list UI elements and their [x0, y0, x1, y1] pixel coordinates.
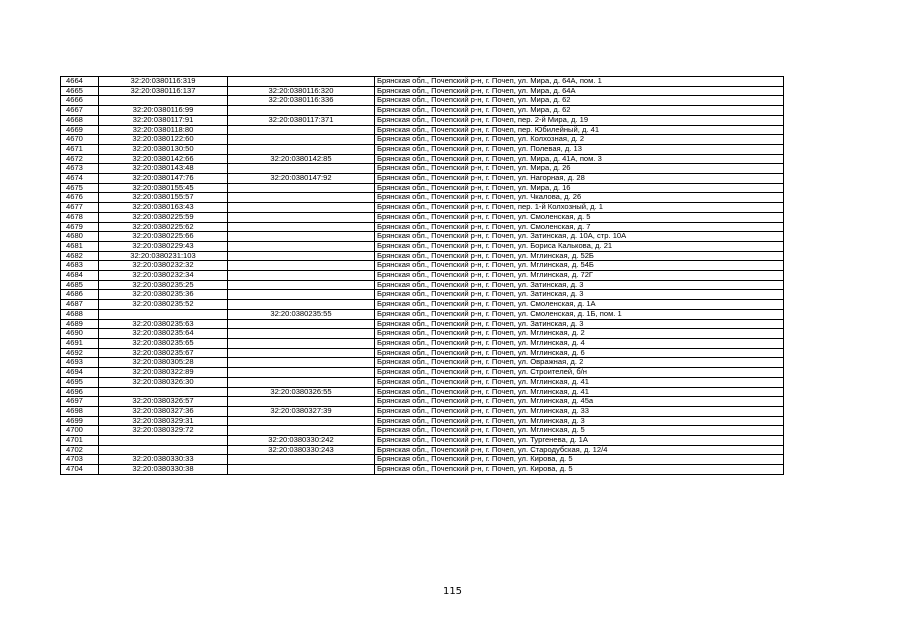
related-cadastral-number-cell — [228, 348, 375, 358]
address-cell: Брянская обл., Почепский р-н, г. Почеп, ул. Смоленская, д. 1А — [375, 300, 784, 310]
table-row — [61, 183, 784, 193]
address-cell: Брянская обл., Почепский р-н, г. Почеп, ул. Полевая, д. 13 — [375, 144, 784, 154]
address-cell: Брянская обл., Почепский р-н, г. Почеп, ул. Мглинская, д. 41 — [375, 377, 784, 387]
table-row — [61, 193, 784, 203]
row-number-cell: 4664 — [61, 77, 99, 87]
row-number-cell: 4665 — [61, 86, 99, 96]
row-number-cell: 4679 — [61, 222, 99, 232]
cadastral-number-cell: 32:20:0380118:80 — [99, 125, 228, 135]
cadastral-number-cell: 32:20:0380235:36 — [99, 290, 228, 300]
address-cell: Брянская обл., Почепский р-н, г. Почеп, ул. Строителей, б/н — [375, 368, 784, 378]
address-cell: Брянская обл., Почепский р-н, г. Почеп, ул. Овражная, д. 2 — [375, 358, 784, 368]
row-number-cell: 4668 — [61, 115, 99, 125]
address-cell: Брянская обл., Почепский р-н, г. Почеп, ул. Мира, д. 64А — [375, 86, 784, 96]
row-number-cell: 4701 — [61, 436, 99, 446]
cadastral-number-cell: 32:20:0380235:67 — [99, 348, 228, 358]
related-cadastral-number-cell — [228, 164, 375, 174]
row-number-cell: 4691 — [61, 338, 99, 348]
row-number-cell: 4685 — [61, 280, 99, 290]
cadastral-number-cell: 32:20:0380225:59 — [99, 212, 228, 222]
related-cadastral-number-cell — [228, 222, 375, 232]
address-cell: Брянская обл., Почепский р-н, г. Почеп, ул. Смоленская, д. 1Б, пом. 1 — [375, 309, 784, 319]
related-cadastral-number-cell — [228, 106, 375, 116]
row-number-cell: 4692 — [61, 348, 99, 358]
table-row — [61, 280, 784, 290]
row-number-cell: 4670 — [61, 135, 99, 145]
row-number-cell: 4667 — [61, 106, 99, 116]
table-row — [61, 319, 784, 329]
cadastral-number-cell — [99, 436, 228, 446]
table-row — [61, 348, 784, 358]
table-row — [61, 135, 784, 145]
related-cadastral-number-cell — [228, 377, 375, 387]
address-cell: Брянская обл., Почепский р-н, г. Почеп, пер. 1-й Колхозный, д. 1 — [375, 203, 784, 213]
address-cell: Брянская обл., Почепский р-н, г. Почеп, ул. Мглинская, д. 4 — [375, 338, 784, 348]
cadastral-number-cell: 32:20:0380235:52 — [99, 300, 228, 310]
row-number-cell: 4703 — [61, 455, 99, 465]
row-number-cell: 4689 — [61, 319, 99, 329]
table-row — [61, 338, 784, 348]
table-row — [61, 222, 784, 232]
related-cadastral-number-cell: 32:20:0380330:243 — [228, 445, 375, 455]
address-cell: Брянская обл., Почепский р-н, г. Почеп, ул. Стародубская, д. 12/4 — [375, 445, 784, 455]
cadastral-number-cell: 32:20:0380326:30 — [99, 377, 228, 387]
address-cell: Брянская обл., Почепский р-н, г. Почеп, ул. Мира, д. 62 — [375, 96, 784, 106]
related-cadastral-number-cell — [228, 77, 375, 87]
table-row — [61, 465, 784, 475]
table-row — [61, 115, 784, 125]
cadastral-number-cell: 32:20:0380327:36 — [99, 406, 228, 416]
address-cell: Брянская обл., Почепский р-н, г. Почеп, ул. Мглинская, д. 52Б — [375, 251, 784, 261]
related-cadastral-number-cell — [228, 368, 375, 378]
cadastral-number-cell: 32:20:0380322:89 — [99, 368, 228, 378]
address-cell: Брянская обл., Почепский р-н, г. Почеп, ул. Мира, д. 41А, пом. 3 — [375, 154, 784, 164]
page-number: 115 — [442, 586, 463, 597]
cadastral-number-cell: 32:20:0380329:31 — [99, 416, 228, 426]
cadastral-number-cell: 32:20:0380225:62 — [99, 222, 228, 232]
cadastral-number-cell: 32:20:0380326:57 — [99, 397, 228, 407]
row-number-cell: 4666 — [61, 96, 99, 106]
table-row — [61, 406, 784, 416]
cadastral-number-cell: 32:20:0380329:72 — [99, 426, 228, 436]
registry-table-body — [61, 77, 784, 475]
related-cadastral-number-cell — [228, 203, 375, 213]
row-number-cell: 4675 — [61, 183, 99, 193]
related-cadastral-number-cell — [228, 183, 375, 193]
cadastral-number-cell: 32:20:0380305:28 — [99, 358, 228, 368]
table-row — [61, 397, 784, 407]
table-row — [61, 290, 784, 300]
address-cell: Брянская обл., Почепский р-н, г. Почеп, ул. Колхозная, д. 2 — [375, 135, 784, 145]
cadastral-number-cell: 32:20:0380147:76 — [99, 174, 228, 184]
related-cadastral-number-cell — [228, 426, 375, 436]
related-cadastral-number-cell: 32:20:0380116:336 — [228, 96, 375, 106]
address-cell: Брянская обл., Почепский р-н, г. Почеп, ул. Мира, д. 16 — [375, 183, 784, 193]
cadastral-number-cell: 32:20:0380163:43 — [99, 203, 228, 213]
related-cadastral-number-cell: 32:20:0380330:242 — [228, 436, 375, 446]
cadastral-number-cell: 32:20:0380235:64 — [99, 329, 228, 339]
cadastral-number-cell: 32:20:0380155:45 — [99, 183, 228, 193]
cadastral-number-cell: 32:20:0380143:48 — [99, 164, 228, 174]
cadastral-number-cell: 32:20:0380122:60 — [99, 135, 228, 145]
row-number-cell: 4694 — [61, 368, 99, 378]
cadastral-number-cell: 32:20:0380116:137 — [99, 86, 228, 96]
related-cadastral-number-cell — [228, 232, 375, 242]
cadastral-number-cell: 32:20:0380330:33 — [99, 455, 228, 465]
address-cell: Брянская обл., Почепский р-н, г. Почеп, ул. Мглинская, д. 45а — [375, 397, 784, 407]
address-cell: Брянская обл., Почепский р-н, г. Почеп, ул. Мглинская, д. 54Б — [375, 261, 784, 271]
row-number-cell: 4684 — [61, 271, 99, 281]
cadastral-number-cell — [99, 309, 228, 319]
table-row — [61, 300, 784, 310]
related-cadastral-number-cell — [228, 455, 375, 465]
address-cell: Брянская обл., Почепский р-н, г. Почеп, ул. Кирова, д. 5 — [375, 455, 784, 465]
row-number-cell: 4682 — [61, 251, 99, 261]
address-cell: Брянская обл., Почепский р-н, г. Почеп, ул. Бориса Калькова, д. 21 — [375, 241, 784, 251]
related-cadastral-number-cell: 32:20:0380326:55 — [228, 387, 375, 397]
row-number-cell: 4676 — [61, 193, 99, 203]
address-cell: Брянская обл., Почепский р-н, г. Почеп, ул. Затинская, д. 10А, стр. 10А — [375, 232, 784, 242]
row-number-cell: 4697 — [61, 397, 99, 407]
address-cell: Брянская обл., Почепский р-н, г. Почеп, ул. Мира, д. 64А, пом. 1 — [375, 77, 784, 87]
address-cell: Брянская обл., Почепский р-н, г. Почеп, ул. Кирова, д. 5 — [375, 465, 784, 475]
cadastral-number-cell: 32:20:0380229:43 — [99, 241, 228, 251]
registry-table — [60, 76, 784, 475]
cadastral-number-cell: 32:20:0380232:34 — [99, 271, 228, 281]
related-cadastral-number-cell — [228, 261, 375, 271]
cadastral-number-cell: 32:20:0380155:57 — [99, 193, 228, 203]
cadastral-number-cell: 32:20:0380235:65 — [99, 338, 228, 348]
table-row — [61, 232, 784, 242]
address-cell: Брянская обл., Почепский р-н, г. Почеп, пер. 2-й Мира, д. 19 — [375, 115, 784, 125]
address-cell: Брянская обл., Почепский р-н, г. Почеп, ул. Мира, д. 26 — [375, 164, 784, 174]
table-row — [61, 329, 784, 339]
table-row — [61, 96, 784, 106]
table-row — [61, 368, 784, 378]
cadastral-number-cell: 32:20:0380235:63 — [99, 319, 228, 329]
table-row — [61, 426, 784, 436]
row-number-cell: 4693 — [61, 358, 99, 368]
address-cell: Брянская обл., Почепский р-н, г. Почеп, пер. Юбилейный, д. 41 — [375, 125, 784, 135]
address-cell: Брянская обл., Почепский р-н, г. Почеп, ул. Чкалова, д. 26 — [375, 193, 784, 203]
row-number-cell: 4671 — [61, 144, 99, 154]
address-cell: Брянская обл., Почепский р-н, г. Почеп, ул. Нагорная, д. 28 — [375, 174, 784, 184]
cadastral-number-cell: 32:20:0380130:50 — [99, 144, 228, 154]
row-number-cell: 4678 — [61, 212, 99, 222]
cadastral-number-cell: 32:20:0380232:32 — [99, 261, 228, 271]
address-cell: Брянская обл., Почепский р-н, г. Почеп, ул. Мглинская, д. 72Г — [375, 271, 784, 281]
table-row — [61, 387, 784, 397]
row-number-cell: 4695 — [61, 377, 99, 387]
cadastral-number-cell: 32:20:0380235:25 — [99, 280, 228, 290]
row-number-cell: 4702 — [61, 445, 99, 455]
table-row — [61, 445, 784, 455]
related-cadastral-number-cell — [228, 319, 375, 329]
related-cadastral-number-cell — [228, 338, 375, 348]
cadastral-number-cell: 32:20:0380116:99 — [99, 106, 228, 116]
row-number-cell: 4704 — [61, 465, 99, 475]
table-row — [61, 436, 784, 446]
related-cadastral-number-cell — [228, 125, 375, 135]
cadastral-number-cell — [99, 96, 228, 106]
row-number-cell: 4674 — [61, 174, 99, 184]
row-number-cell: 4698 — [61, 406, 99, 416]
cadastral-number-cell: 32:20:0380225:66 — [99, 232, 228, 242]
cadastral-number-cell: 32:20:0380117:91 — [99, 115, 228, 125]
row-number-cell: 4686 — [61, 290, 99, 300]
table-row — [61, 358, 784, 368]
table-row — [61, 154, 784, 164]
address-cell: Брянская обл., Почепский р-н, г. Почеп, ул. Мглинская, д. 6 — [375, 348, 784, 358]
table-row — [61, 251, 784, 261]
related-cadastral-number-cell — [228, 241, 375, 251]
related-cadastral-number-cell: 32:20:0380147:92 — [228, 174, 375, 184]
related-cadastral-number-cell — [228, 290, 375, 300]
related-cadastral-number-cell — [228, 271, 375, 281]
address-cell: Брянская обл., Почепский р-н, г. Почеп, ул. Смоленская, д. 5 — [375, 212, 784, 222]
address-cell: Брянская обл., Почепский р-н, г. Почеп, ул. Мглинская, д. 3 — [375, 416, 784, 426]
table-row — [61, 106, 784, 116]
address-cell: Брянская обл., Почепский р-н, г. Почеп, ул. Затинская, д. 3 — [375, 319, 784, 329]
table-row — [61, 261, 784, 271]
address-cell: Брянская обл., Почепский р-н, г. Почеп, ул. Тургенева, д. 1А — [375, 436, 784, 446]
table-row — [61, 212, 784, 222]
address-cell: Брянская обл., Почепский р-н, г. Почеп, ул. Мира, д. 62 — [375, 106, 784, 116]
table-row — [61, 377, 784, 387]
cadastral-number-cell: 32:20:0380330:38 — [99, 465, 228, 475]
related-cadastral-number-cell — [228, 300, 375, 310]
related-cadastral-number-cell: 32:20:0380235:55 — [228, 309, 375, 319]
table-row — [61, 309, 784, 319]
row-number-cell: 4680 — [61, 232, 99, 242]
related-cadastral-number-cell — [228, 212, 375, 222]
row-number-cell: 4677 — [61, 203, 99, 213]
row-number-cell: 4683 — [61, 261, 99, 271]
related-cadastral-number-cell — [228, 358, 375, 368]
table-row — [61, 416, 784, 426]
row-number-cell: 4690 — [61, 329, 99, 339]
related-cadastral-number-cell — [228, 329, 375, 339]
related-cadastral-number-cell: 32:20:0380142:85 — [228, 154, 375, 164]
table-row — [61, 144, 784, 154]
related-cadastral-number-cell — [228, 465, 375, 475]
related-cadastral-number-cell — [228, 251, 375, 261]
cadastral-number-cell: 32:20:0380142:66 — [99, 154, 228, 164]
table-row — [61, 241, 784, 251]
address-cell: Брянская обл., Почепский р-н, г. Почеп, ул. Смоленская, д. 7 — [375, 222, 784, 232]
related-cadastral-number-cell — [228, 193, 375, 203]
related-cadastral-number-cell — [228, 416, 375, 426]
related-cadastral-number-cell: 32:20:0380327:39 — [228, 406, 375, 416]
table-row — [61, 77, 784, 87]
address-cell: Брянская обл., Почепский р-н, г. Почеп, ул. Затинская, д. 3 — [375, 290, 784, 300]
table-row — [61, 271, 784, 281]
row-number-cell: 4681 — [61, 241, 99, 251]
cadastral-number-cell: 32:20:0380231:103 — [99, 251, 228, 261]
row-number-cell: 4669 — [61, 125, 99, 135]
table-row — [61, 174, 784, 184]
table-row — [61, 164, 784, 174]
row-number-cell: 4672 — [61, 154, 99, 164]
row-number-cell: 4673 — [61, 164, 99, 174]
related-cadastral-number-cell: 32:20:0380116:320 — [228, 86, 375, 96]
address-cell: Брянская обл., Почепский р-н, г. Почеп, ул. Мглинская, д. 5 — [375, 426, 784, 436]
row-number-cell: 4687 — [61, 300, 99, 310]
cadastral-number-cell — [99, 387, 228, 397]
related-cadastral-number-cell — [228, 280, 375, 290]
address-cell: Брянская обл., Почепский р-н, г. Почеп, ул. Мглинская, д. 41 — [375, 387, 784, 397]
row-number-cell: 4700 — [61, 426, 99, 436]
related-cadastral-number-cell — [228, 135, 375, 145]
row-number-cell: 4696 — [61, 387, 99, 397]
table-row — [61, 125, 784, 135]
table-row — [61, 86, 784, 96]
table-row — [61, 455, 784, 465]
related-cadastral-number-cell — [228, 397, 375, 407]
table-row — [61, 203, 784, 213]
cadastral-number-cell — [99, 445, 228, 455]
cadastral-number-cell: 32:20:0380116:319 — [99, 77, 228, 87]
related-cadastral-number-cell — [228, 144, 375, 154]
address-cell: Брянская обл., Почепский р-н, г. Почеп, ул. Мглинская, д. 33 — [375, 406, 784, 416]
address-cell: Брянская обл., Почепский р-н, г. Почеп, ул. Затинская, д. 3 — [375, 280, 784, 290]
related-cadastral-number-cell: 32:20:0380117:371 — [228, 115, 375, 125]
row-number-cell: 4688 — [61, 309, 99, 319]
row-number-cell: 4699 — [61, 416, 99, 426]
address-cell: Брянская обл., Почепский р-н, г. Почеп, ул. Мглинская, д. 2 — [375, 329, 784, 339]
